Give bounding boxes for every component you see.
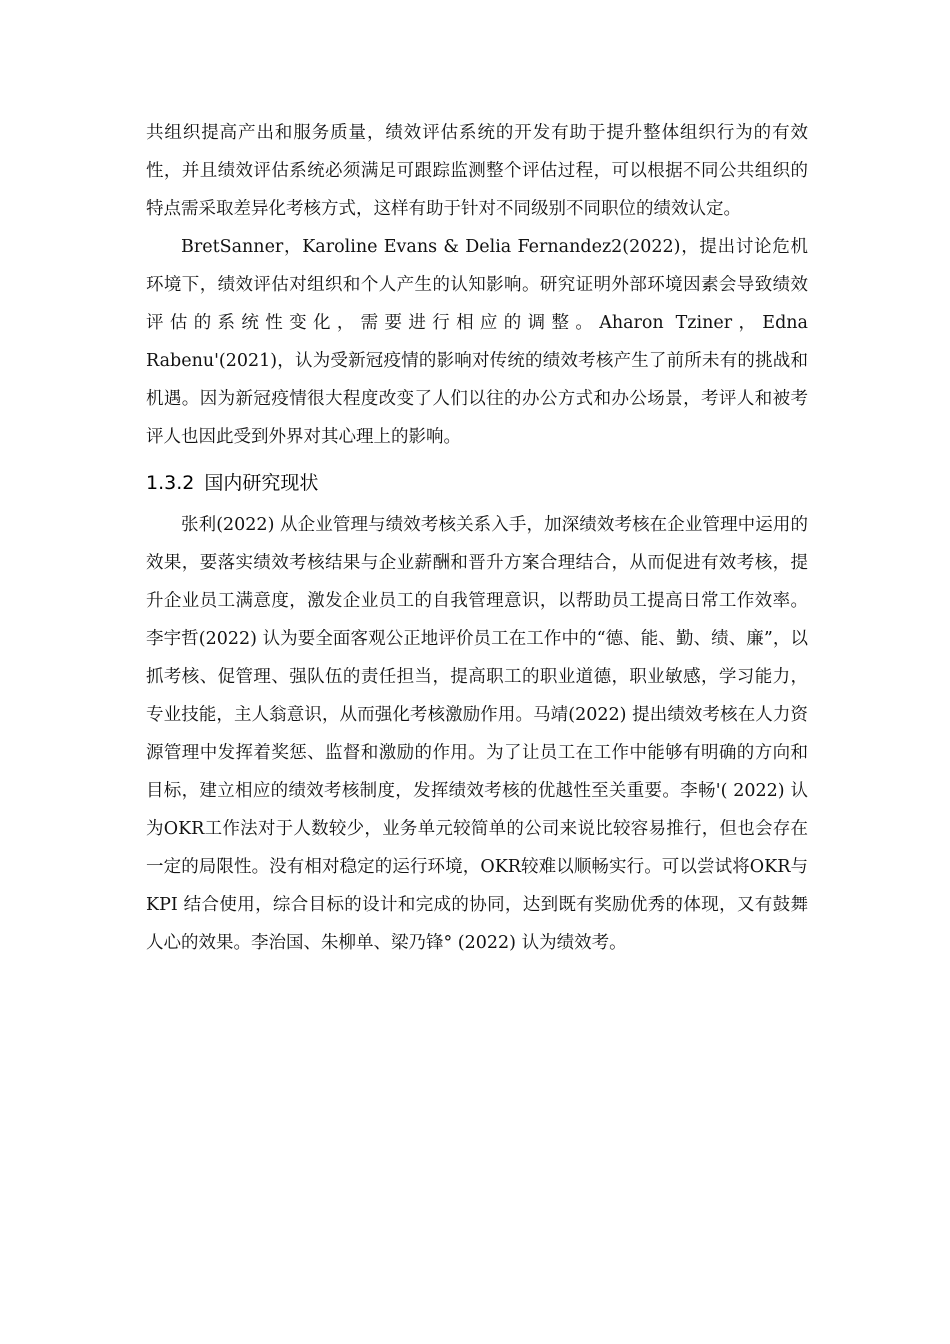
document-page xyxy=(146,114,808,962)
section-heading xyxy=(146,464,808,502)
body-paragraph: 共组织提高产出和服务质量，绩效评估系统的开发有助于提升整体组织行为的有效性，并且绩效评估系统必须满足可跟踪监测整个评估过程，可以根据不同公共组织的特点需采取差异化考核方式，这样有助于针对不同级别不同职位的绩效认定。 xyxy=(146,123,808,219)
body-paragraph: 张利(2022) 从企业管理与绩效考核关系入手，加深绩效考核在企业管理中运用的效果，要落实绩效考核结果与企业薪酬和晋升方案合理结合，从而促进有效考核，提升企业员工满意度，激发企业员工的自我管理意识，以帮助员工提高日常工作效率。李宇哲(2022) 认为要全面客观公正地评价员工在工作中的“德、能、勤、绩、廉”，以抓考核、促管理、强队伍的责任担当，提高职工的职业道德，职业敏感，学习能力，专业技能，主人翁意识，从而强化考核激励作用。马靖(2022) 提出绩效考核在人力资源管理中发挥着奖惩、监督和激励的作用。为了让员工在工作中能够有明确的方向和目标，建立相应的绩效考核制度，发挥绩效考核的优越性至关重要。李畅'( 2022) 认为OKR工作法对于人数较少，业务单元较简单的公司来说比较容易推行，但也会存在一定的局限性。没有相对稳定的运行环境，OKR较难以顺畅实行。可以尝试将OKR与 KPI 结合使用，综合目标的设计和完成的协同，达到既有奖励优秀的体现，又有鼓舞人心的效果。李治国、朱柳单、梁乃锋° (2022) 认为绩效考。 xyxy=(146,515,808,953)
section-title: 国内研究现状 xyxy=(204,472,319,494)
body-paragraph: BretSanner，Karoline Evans & Delia Fernandez2(2022)，提出讨论危机环境下，绩效评估对组织和个人产生的认知影响。研究证明外部环境因素会导致绩效评估的系统性变化，需要进行相应的调整。Aharon Tziner，Edna Rabenu'(2021)，认为受新冠疫情的影响对传统的绩效考核产生了前所未有的挑战和机遇。因为新冠疫情很大程度改变了人们以往的办公方式和办公场景，考评人和被考评人也因此受到外界对其心理上的影响。 xyxy=(146,237,808,447)
section-number: 1.3.2 xyxy=(146,472,195,494)
